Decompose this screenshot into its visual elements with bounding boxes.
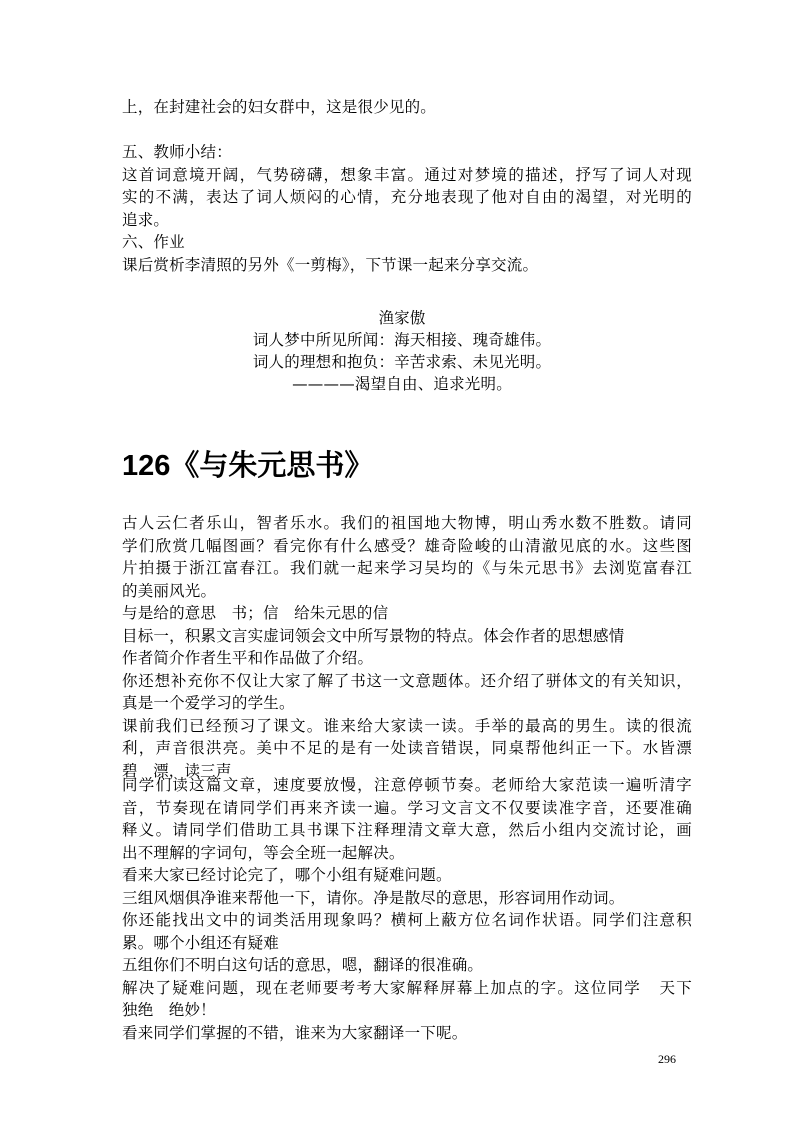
text-line: 与是给的意思 书；信 给朱元思的信 (122, 604, 389, 622)
text-line: 的美丽风光。 (122, 581, 217, 600)
text-line: 实的不满，表达了词人烦闷的心情，充分地表现了他对自由的渴望，对光明的 (122, 188, 692, 206)
text-line: 上，在封建社会的妇女群中，这是很少见的。 (122, 98, 437, 116)
body-paragraph-1 (122, 512, 692, 782)
summary-title: 五、教师小结： (122, 143, 232, 161)
text-line: 古人云仁者乐山，智者乐水。我们的祖国地大物博，明山秀水数不胜数。请同 (122, 514, 692, 532)
text-line: 这首词意境开阔，气势磅礴，想象丰富。通过对梦境的描述，抒写了词人对现 (122, 165, 692, 184)
top-section (122, 96, 692, 119)
homework-title: 六、作业 (122, 233, 185, 251)
text-line: 五组你们不明白这句话的意思，嗯，翻译的很准确。 (122, 956, 484, 974)
teacher-summary (122, 141, 692, 276)
text-line: 目标一，积累文言实虚词领会文中所写景物的特点。体会作者的思想感情 (122, 626, 625, 645)
text-line: 碧 漂，读三声 (122, 761, 232, 780)
text-line: 真是一个爱学习的学生。 (122, 694, 295, 712)
page-number: 296 (658, 1052, 676, 1066)
text-line: 音，节奏现在请同学们再来齐读一遍。学习文言文不仅要读准字音，还要准确 (122, 798, 692, 817)
text-line: 解决了疑难问题，现在老师要考考大家解释屏幕上加点的字。这位同学 天下 (122, 978, 692, 997)
text-line: 课前我们已经预习了课文。谁来给大家读一读。手举的最高的男生。读的很流 (122, 716, 692, 735)
text-line: 出不理解的字词句，等会全班一起解决。 (122, 843, 405, 862)
blackboard-line: 词人的理想和抱负：辛苦求索、未见光明。 (252, 353, 552, 371)
blackboard-title: 渔家傲 (378, 309, 426, 327)
text-line: 累。哪个小组还有疑难 (122, 933, 280, 952)
text-line: 三组风烟俱净谁来帮他一下，请你。净是散尽的意思，形容词用作动词。 (122, 888, 625, 907)
section-heading: 126《与朱元思书》 (122, 450, 374, 482)
text-line: 作者简介作者生平和作品做了介绍。 (122, 649, 374, 667)
blackboard-line: 词人梦中所见所闻：海天相接、瑰奇雄伟。 (252, 331, 552, 349)
text-line: 你还想补充你不仅让大家了解了书这一文意题体。还介绍了骈体文的有关知识， (122, 671, 692, 690)
body-paragraph-2 (122, 774, 692, 1044)
text-line: 释义。请同学们借助工具书课下注释理清文章大意，然后小组内交流讨论，画 (122, 821, 692, 839)
blackboard-design (122, 307, 682, 395)
text-line: 片拍摄于浙江富春江。我们就一起来学习吴均的《与朱元思书》去浏览富春江 (122, 559, 692, 577)
text-line: 独绝 绝妙！ (122, 1001, 216, 1019)
text-line: 看来大家已经讨论完了，哪个小组有疑难问题。 (122, 866, 452, 884)
text-line: 看来同学们掌握的不错，谁来为大家翻译一下呢。 (122, 1023, 468, 1042)
text-line: 你还能找出文中的词类活用现象吗？横柯上蔽方位名词作状语。同学们注意积 (122, 911, 692, 929)
text-line: 学们欣赏几幅图画？看完你有什么感受？雄奇险峻的山清澈见底的水。这些图 (122, 536, 692, 555)
text-line: 同学们读这篇文章，速度要放慢，注意停顿节奏。老师给大家范读一遍听清字 (122, 776, 692, 794)
text-line: 追求。 (122, 210, 170, 229)
homework-text: 课后赏析李清照的另外《一剪梅》，下节课一起来分享交流。 (122, 255, 539, 274)
blackboard-line: ————渴望自由、追求光明。 (292, 375, 512, 393)
text-line: 利，声音很洪亮。美中不足的是有一处读音错误，同桌帮他纠正一下。水皆漂 (122, 739, 692, 757)
